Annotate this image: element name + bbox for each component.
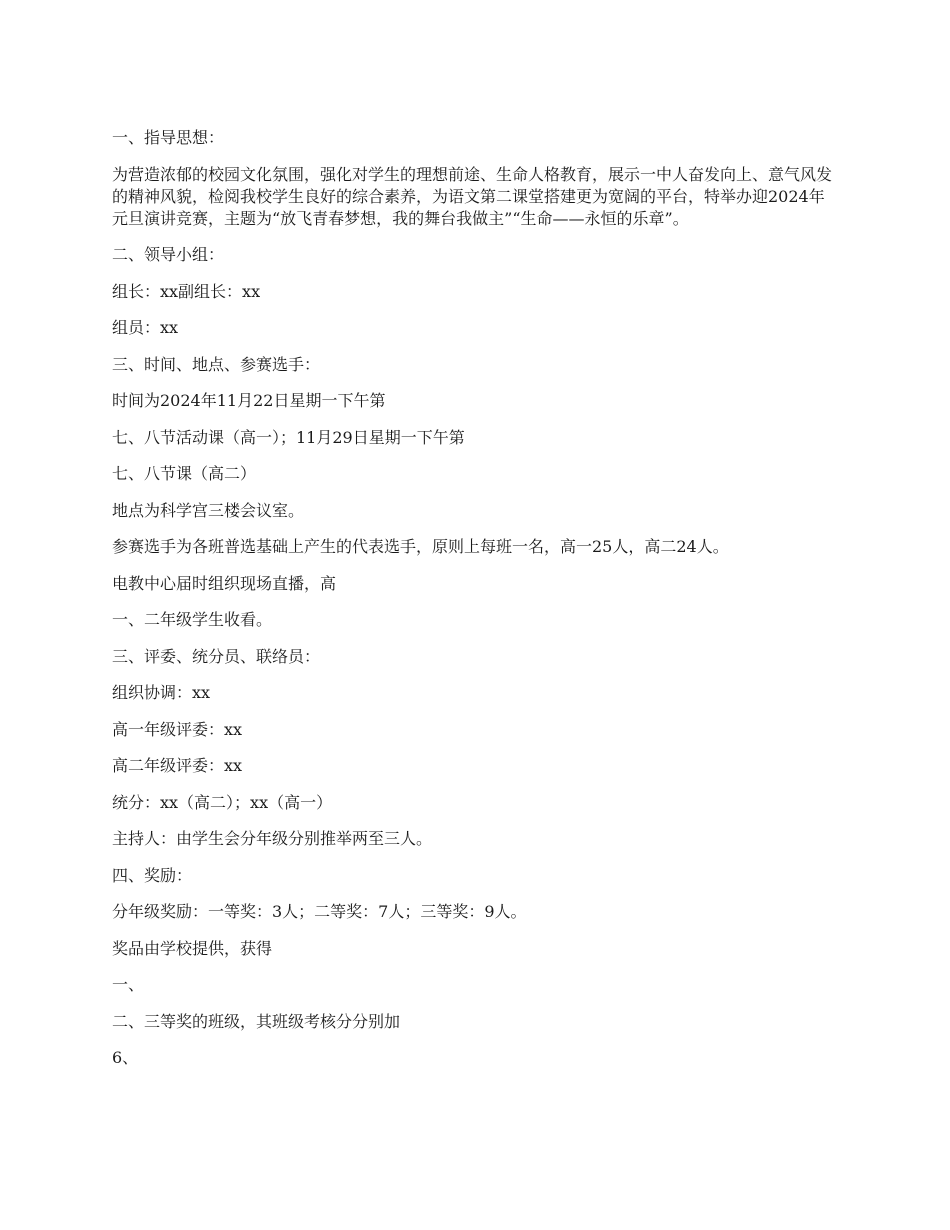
paragraph-grade-two-judges: 高二年级评委：xx <box>112 756 243 775</box>
section-heading-judges: 三、评委、统分员、联络员： <box>112 646 321 666</box>
paragraph-contestants: 参赛选手为各班普选基础上产生的代表选手，原则上每班一名，高一25人，高二24人。 <box>112 537 729 556</box>
document-page <box>112 127 840 1084</box>
paragraph-time-grade-one: 时间为2024年11月22日星期一下午第 <box>112 391 386 410</box>
paragraph-live-broadcast: 电教中心届时组织现场直播，高 <box>112 573 337 593</box>
paragraph-scorers: 统分：xx（高二）；xx（高一） <box>112 792 333 812</box>
paragraph-time-grade-two: 七、八节活动课（高一）；11月29日星期一下午第 <box>112 427 465 447</box>
paragraph-purpose: 为营造浓郁的校园文化氛围，强化对学生的理想前途、生命人格教育，展示一中人奋发向上、意气风发的精神风貌，检阅我校学生良好的综合素养，为语文第二课堂搭建更为宽阔的平台，特举办迎2024年元旦演讲竞赛，主题为“放飞青春梦想，我的舞台我做主”“生命——永恒的乐章”。 <box>112 164 833 228</box>
paragraph-grade-one-judges: 高一年级评委：xx <box>112 719 243 739</box>
section-heading-leadership-group: 二、领导小组： <box>112 245 225 264</box>
paragraph-time-grade-two-cont: 七、八节课（高二） <box>112 464 257 483</box>
section-heading-awards: 四、奖励： <box>112 865 193 885</box>
section-heading-guiding-ideology: 一、指导思想： <box>112 128 225 147</box>
paragraph-coordinator: 组织协调：xx <box>112 683 211 702</box>
paragraph-prizes: 奖品由学校提供，获得 <box>112 938 273 958</box>
paragraph-broadcast-viewers: 一、二年级学生收看。 <box>112 610 273 629</box>
paragraph-hosts: 主持人：由学生会分年级分别推举两至三人。 <box>112 829 433 848</box>
section-heading-time-place-contestants: 三、时间、地点、参赛选手： <box>112 354 321 374</box>
paragraph-group-leader: 组长：xx副组长：xx <box>112 281 261 301</box>
paragraph-group-members: 组员：xx <box>112 318 179 337</box>
paragraph-item-six: 6、 <box>112 1048 139 1067</box>
paragraph-prize-rank-one: 一、 <box>112 975 145 994</box>
paragraph-prize-class-points: 二、三等奖的班级，其班级考核分分别加 <box>112 1011 401 1031</box>
paragraph-award-counts: 分年级奖励：一等奖：3人；二等奖：7人；三等奖：9人。 <box>112 902 527 921</box>
paragraph-location: 地点为科学宫三楼会议室。 <box>112 500 305 520</box>
